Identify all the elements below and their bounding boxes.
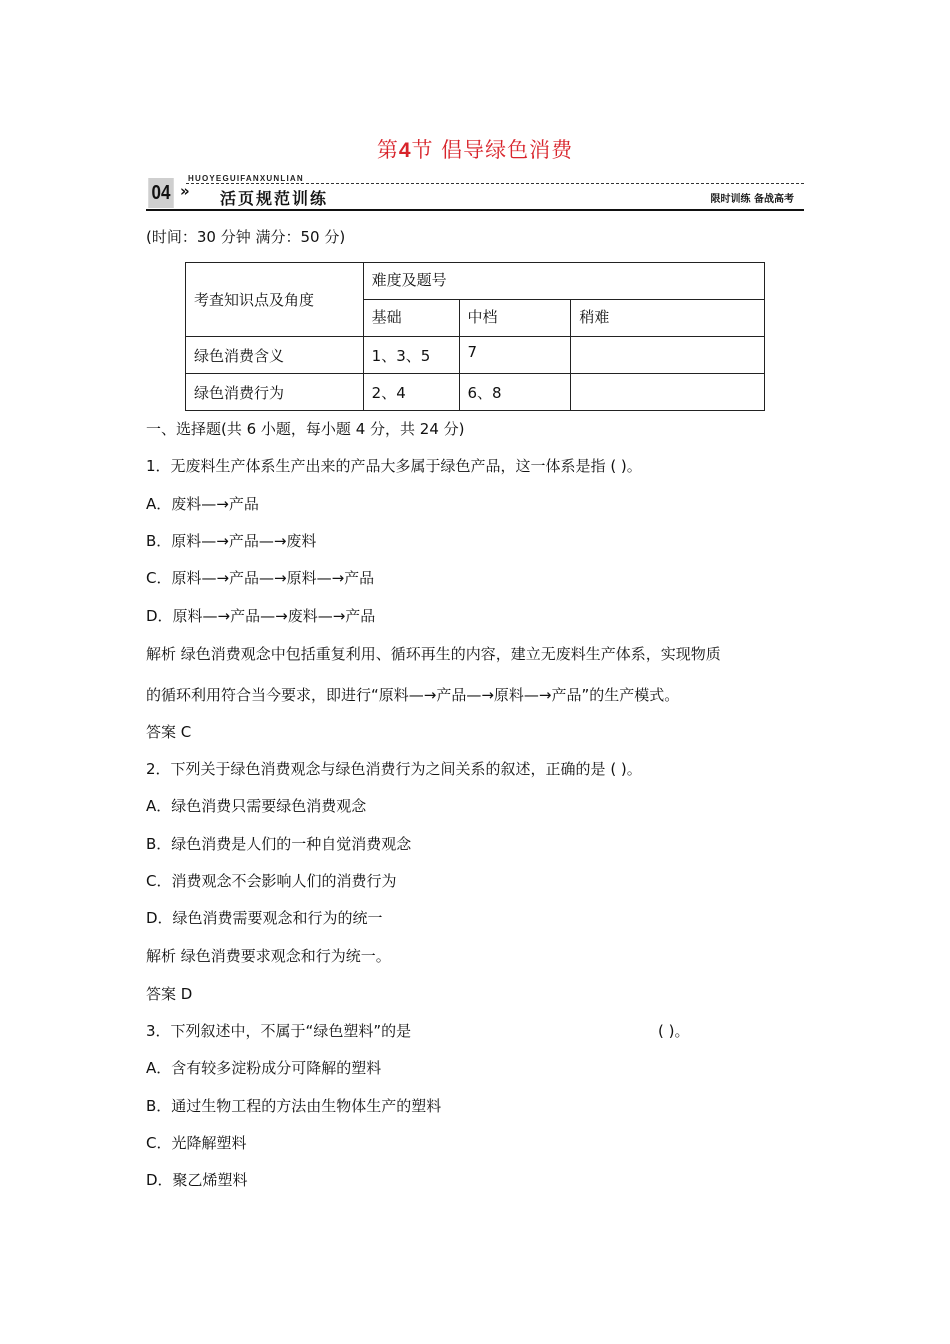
table-cell: 2、4 — [363, 374, 459, 411]
banner-pinyin: HUOYEGUIFANXUNLIAN — [188, 174, 304, 183]
question-2-stem: 2．下列关于绿色消费观念与绿色消费行为之间关系的叙述，正确的是 ( )。 — [146, 760, 642, 778]
banner-number: 04 — [148, 178, 174, 208]
question-2-option-a: A．绿色消费只需要绿色消费观念 — [146, 797, 367, 815]
table-cell: 7 — [459, 337, 571, 374]
question-3-option-c: C．光降解塑料 — [146, 1134, 247, 1152]
banner-tag: 限时训练 备战高考 — [710, 194, 794, 205]
question-2-option-b: B．绿色消费是人们的一种自觉消费观念 — [146, 835, 412, 853]
table-row — [186, 337, 765, 374]
question-1-option-a: A．废料—→产品 — [146, 495, 259, 513]
banner-dashed-line — [186, 183, 804, 184]
section-banner — [146, 174, 804, 212]
question-3-option-a: A．含有较多淀粉成分可降解的塑料 — [146, 1059, 382, 1077]
table-header-difficulty: 难度及题号 — [363, 263, 764, 300]
table-header-topic: 考查知识点及角度 — [186, 263, 364, 337]
difficulty-table — [185, 262, 765, 411]
question-3-stem: 3．下列叙述中，不属于“绿色塑料”的是 — [146, 1022, 412, 1040]
banner-name: 活页规范训练 — [220, 189, 329, 208]
title-prefix: 第 — [376, 138, 399, 162]
question-1-answer: 答案 C — [146, 723, 192, 741]
question-2-answer: 答案 D — [146, 985, 193, 1003]
table-cell — [571, 374, 765, 411]
page-title — [0, 134, 950, 164]
time-score-info: (时间：30 分钟 满分：50 分) — [146, 228, 346, 246]
title-suffix: 节 倡导绿色消费 — [411, 138, 574, 162]
question-1-option-c: C．原料—→产品—→原料—→产品 — [146, 569, 375, 587]
question-1-stem: 1．无废料生产体系生产出来的产品大多属于绿色产品，这一体系是指 ( )。 — [146, 457, 642, 475]
table-level-medium: 中档 — [459, 300, 571, 337]
title-number: 4 — [398, 139, 412, 162]
table-level-basic: 基础 — [363, 300, 459, 337]
question-2-option-d: D．绿色消费需要观念和行为的统一 — [146, 909, 383, 927]
section-heading: 一、选择题(共 6 小题，每小题 4 分，共 24 分) — [146, 420, 465, 438]
question-2-option-c: C．消费观念不会影响人们的消费行为 — [146, 872, 397, 890]
question-2-analysis: 解析 绿色消费要求观念和行为统一。 — [146, 947, 391, 965]
table-cell: 1、3、5 — [363, 337, 459, 374]
table-level-hard: 稍难 — [571, 300, 765, 337]
table-cell: 绿色消费含义 — [186, 337, 364, 374]
chevron-icon: » — [180, 182, 190, 200]
table-cell — [571, 337, 765, 374]
table-row — [186, 374, 765, 411]
question-1-option-b: B．原料—→产品—→废料 — [146, 532, 317, 550]
question-3-answer-paren: ( )。 — [658, 1022, 690, 1040]
question-1-option-d: D．原料—→产品—→废料—→产品 — [146, 607, 376, 625]
table-cell: 绿色消费行为 — [186, 374, 364, 411]
question-1-analysis: 解析 绿色消费观念中包括重复利用、循环再生的内容，建立无废料生产体系，实现物质 — [146, 645, 721, 663]
table-row — [186, 263, 765, 300]
question-1-analysis-cont: 的循环利用符合当今要求，即进行“原料—→产品—→原料—→产品”的生产模式。 — [146, 686, 680, 704]
question-3-option-b: B．通过生物工程的方法由生物体生产的塑料 — [146, 1097, 442, 1115]
question-3-option-d: D．聚乙烯塑料 — [146, 1171, 248, 1189]
table-cell: 6、8 — [459, 374, 571, 411]
banner-rule — [146, 209, 804, 211]
